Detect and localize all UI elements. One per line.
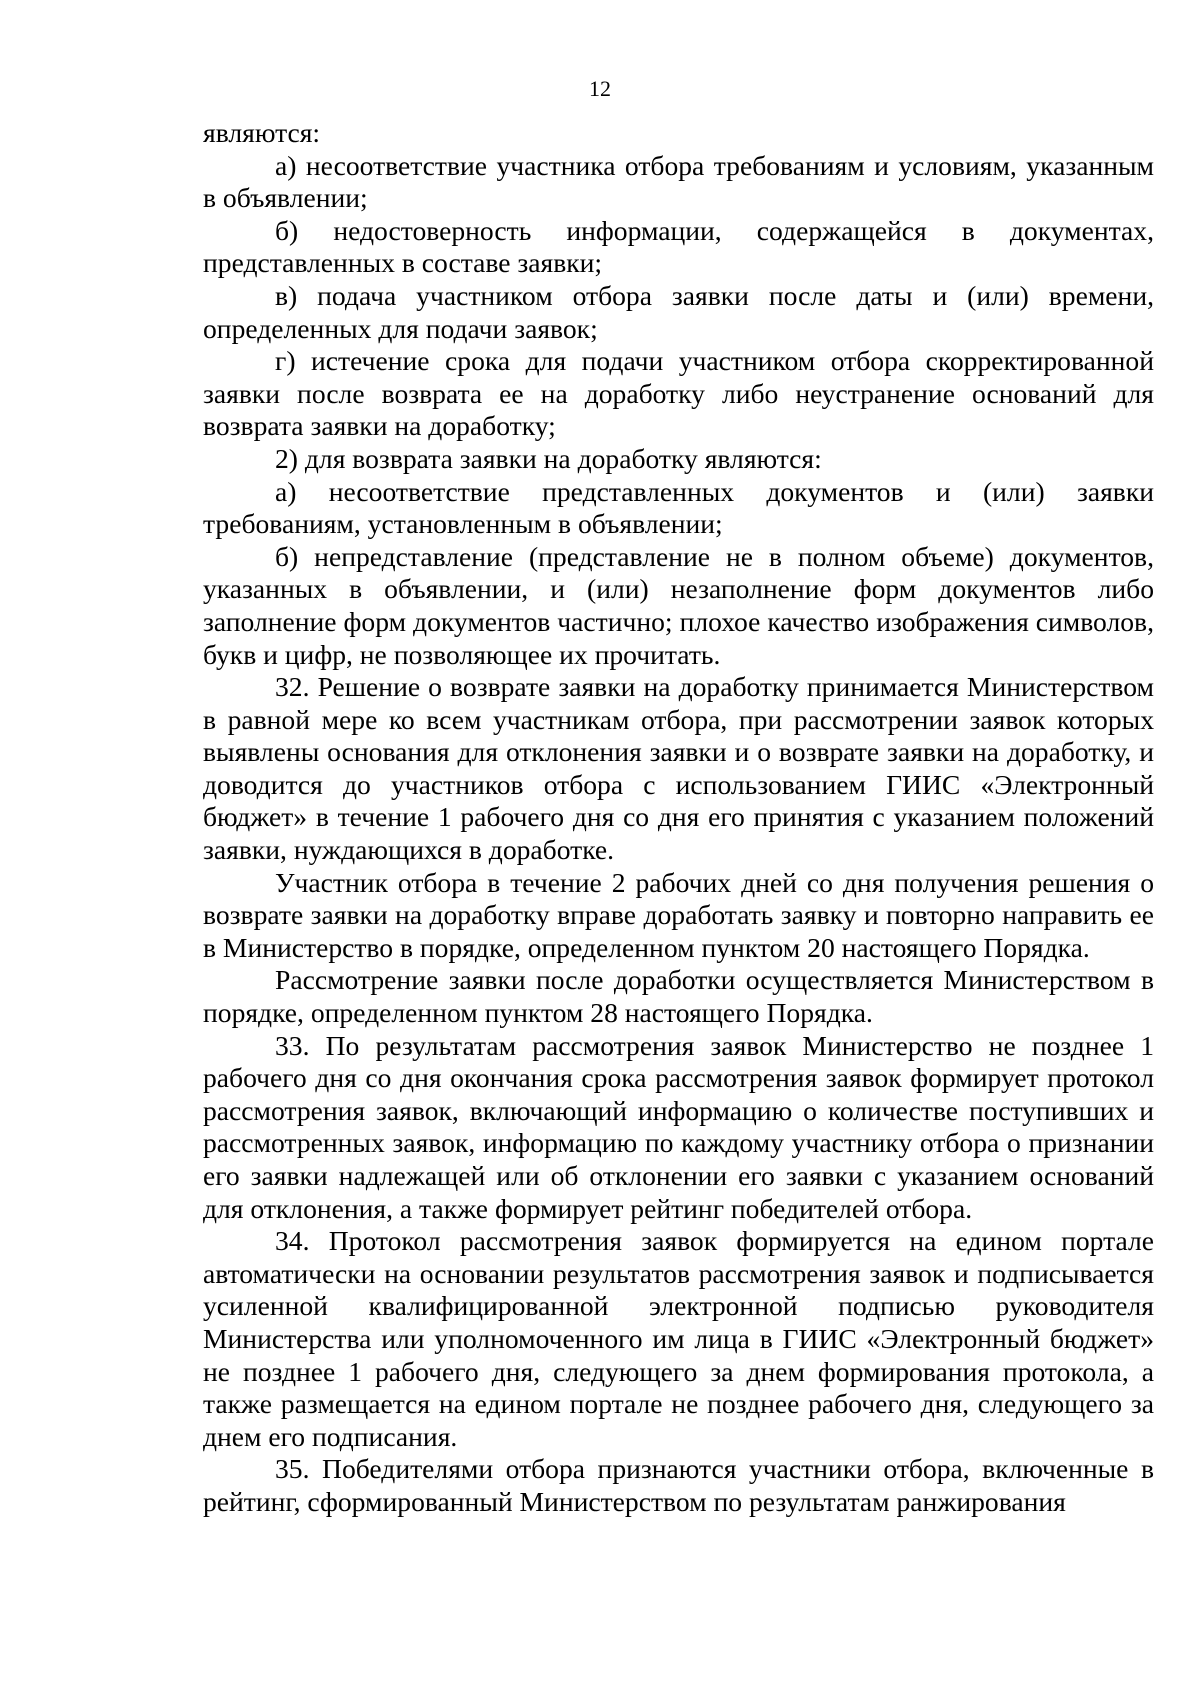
paragraph-clause-34: 34. Протокол рассмотрения заявок формируется на едином портале автоматически на основании результатов рассмотрения заявок и подписывается усиленной квалифицированной электронной подписью руководителя Министерства или уполномоченного им лица в ГИИС «Электронный бюджет» не позднее 1 рабочего дня, следующего за днем формирования протокола, а также размещается на едином портале не позднее рабочего дня, следующего за днем его подписания. xyxy=(203,1225,1154,1452)
paragraph-item-b-unreliable-info: б) недостоверность информации, содержащейся в документах, представленных в составе заявки; xyxy=(203,214,1154,279)
paragraph-revision-review: Рассмотрение заявки после доработки осуществляется Министерством в порядке, определенном пунктом 28 настоящего Порядка. xyxy=(203,964,1154,1029)
paragraph-item-v-late-submission: в) подача участником отбора заявки после даты и (или) времени, определенных для подачи заявок; xyxy=(203,279,1154,344)
paragraph-clause-35: 35. Победителями отбора признаются участники отбора, включенные в рейтинг, сформированный Министерством по результатам ранжирования xyxy=(203,1453,1154,1517)
paragraph-item-a-mismatch: а) несоответствие участника отбора требованиям и условиям, указанным в объявлении; xyxy=(203,149,1154,214)
paragraph-continuation: являются: xyxy=(203,117,321,148)
paragraph-item-2-return-grounds: 2) для возврата заявки на доработку являются: xyxy=(275,442,822,474)
paragraph-item-g-expired-deadline: г) истечение срока для подачи участником отбора скорректированной заявки после возврата ее на доработку либо неустранение оснований для возврата заявки на доработку; xyxy=(203,345,1154,442)
paragraph-item-b-incomplete-documents: б) непредставление (представление не в полном объеме) документов, указанных в объявлении, и (или) незаполнение форм документов либо заполнение форм документов частично; плохое качество изображения символов, букв и цифр, не позволяющее их прочитать. xyxy=(203,540,1154,670)
page-number: 12 xyxy=(589,76,611,101)
paragraph-clause-33: 33. По результатам рассмотрения заявок Министерство не позднее 1 рабочего дня со дня окончания срока рассмотрения заявок формирует протокол рассмотрения заявок, включающий информацию о количестве поступивших и рассмотренных заявок, информацию по каждому участнику отбора о признании его заявки надлежащей или об отклонении его заявки с указанием оснований для отклонения, а также формирует рейтинг победителей отбора. xyxy=(203,1029,1154,1224)
paragraph-item-a-documents-mismatch: а) несоответствие представленных документов и (или) заявки требованиям, установленным в объявлении; xyxy=(203,475,1154,540)
paragraph-clause-32: 32. Решение о возврате заявки на доработку принимается Министерством в равной мере ко всем участникам отбора, при рассмотрении заявок которых выявлены основания для отклонения заявки и о возврате заявки на доработку, и доводится до участников отбора с использованием ГИИС «Электронный бюджет» в течение 1 рабочего дня со дня его принятия с указанием положений заявки, нуждающихся в доработке. xyxy=(203,671,1154,866)
document-body xyxy=(203,117,1154,1519)
paragraph-revision-deadline: Участник отбора в течение 2 рабочих дней со дня получения решения о возврате заявки на доработку вправе доработать заявку и повторно направить ее в Министерство в порядке, определенном пунктом 20 настоящего Порядка. xyxy=(203,866,1154,963)
